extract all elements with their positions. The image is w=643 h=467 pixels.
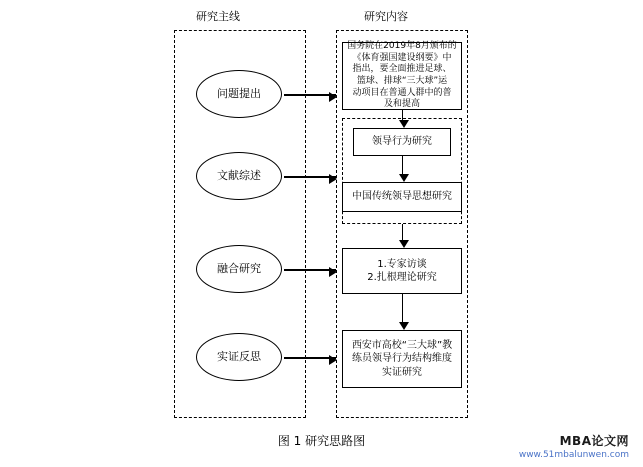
arrow-right-icon [284,176,336,178]
watermark-url: www.51mbalunwen.com [518,450,629,460]
box-methods: 1.专家访谈 2.扎根理论研究 [342,248,462,294]
box-empirical-study: 西安市高校“三大球”教 练员领导行为结构维度 实证研究 [342,330,462,388]
figure-caption: 图 1 研究思路图 [277,434,366,448]
arrow-down-icon [402,224,403,240]
column-header-right: 研究内容 [364,10,408,23]
node-literature-review: 文献综述 [196,152,282,200]
arrow-right-icon [284,357,336,359]
arrow-down-icon [402,110,403,120]
arrow-down-icon [402,156,403,174]
box-traditional-leadership-thought: 中国传统领导思想研究 [342,182,462,212]
box-leadership-behavior-research: 领导行为研究 [353,128,451,156]
box-policy-background [342,42,462,110]
watermark-brand: MBA论文网 [559,434,629,448]
arrow-down-icon [402,294,403,322]
arrow-right-icon [284,94,336,96]
node-problem-statement: 问题提出 [196,70,282,118]
node-integration-research: 融合研究 [196,245,282,293]
column-header-left: 研究主线 [196,10,240,23]
box-policy-background-lines: 国务院在2019年8月颁布的 《体育强国建设纲要》中 指出，要全面推进足球、 篮球、排球“三大球”运 动项目在普通人群中的普 及和提高 [347,40,457,110]
node-empirical-reflection: 实证反思 [196,333,282,381]
arrow-right-icon [284,269,336,271]
